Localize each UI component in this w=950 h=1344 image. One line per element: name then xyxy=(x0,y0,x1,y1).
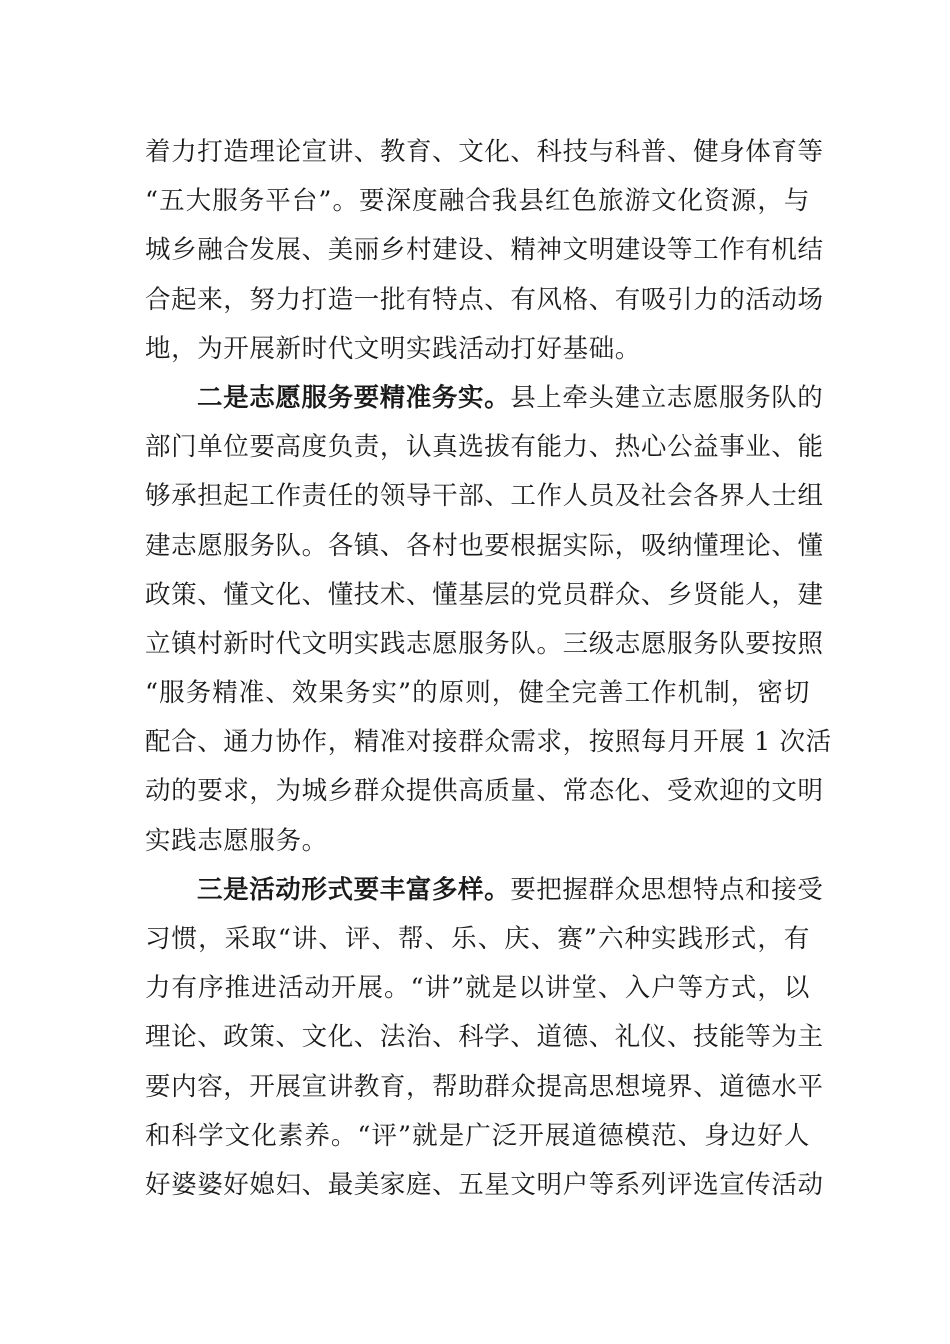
text-line: 地，为开展新时代文明实践活动打好基础。 xyxy=(145,333,641,364)
paragraph-heading: 三是活动形式要丰富多样。 xyxy=(197,874,511,905)
text-line: “五大服务平台”。要深度融合我县红色旅游文化资源，与 xyxy=(145,186,810,217)
text-line: 力有序推进活动开展。“讲”就是以讲堂、入户等方式，以 xyxy=(145,973,810,1004)
paragraph-1 xyxy=(145,128,824,374)
text-line: 部门单位要高度负责，认真选拔有能力、热心公益事业、能 xyxy=(145,432,824,463)
text-line: 要内容，开展宣讲教育，帮助群众提高思想境界、道德水平 xyxy=(145,1071,824,1102)
text-line: 理论、政策、文化、法治、科学、道德、礼仪、技能等为主 xyxy=(145,1022,824,1053)
text-line: 好婆婆好媳妇、最美家庭、五星文明户等系列评选宣传活动 xyxy=(145,1169,824,1200)
text-line: 动的要求，为城乡群众提供高质量、常态化、受欢迎的文明 xyxy=(145,776,824,807)
text-line: 城乡融合发展、美丽乡村建设、精神文明建设等工作有机结 xyxy=(145,235,824,266)
paragraph-3 xyxy=(145,866,824,1210)
paragraph-2 xyxy=(145,374,832,866)
text-run: 要把握群众思想特点和接受 xyxy=(510,874,824,905)
text-line: 配合、通力协作，精准对接群众需求，按照每月开展 1 次活 xyxy=(145,727,832,758)
text-line: 着力打造理论宣讲、教育、文化、科技与科普、健身体育等 xyxy=(145,137,824,167)
text-run: 县上牵头建立志愿服务队的 xyxy=(510,382,824,413)
text-line: 和科学文化素养。“评”就是广泛开展道德模范、身边好人 xyxy=(145,1120,810,1151)
paragraph-first-line xyxy=(145,866,824,915)
text-line: 政策、懂文化、懂技术、懂基层的党员群众、乡贤能人，建 xyxy=(145,579,824,610)
document-body xyxy=(145,128,832,1210)
paragraph-heading: 二是志愿服务要精准务实。 xyxy=(197,382,511,413)
text-line: 建志愿服务队。各镇、各村也要根据实际，吸纳懂理论、懂 xyxy=(145,530,824,561)
text-line: 实践志愿服务。 xyxy=(145,825,328,856)
paragraph-first-line xyxy=(145,374,824,423)
text-line: “服务精准、效果务实”的原则，健全完善工作机制，密切 xyxy=(145,678,810,709)
text-line: 合起来，努力打造一批有特点、有风格、有吸引力的活动场 xyxy=(145,284,824,315)
text-line: 习惯，采取“讲、评、帮、乐、庆、赛”六种实践形式，有 xyxy=(145,924,810,954)
text-line: 够承担起工作责任的领导干部、工作人员及社会各界人士组 xyxy=(145,481,824,512)
text-line: 立镇村新时代文明实践志愿服务队。三级志愿服务队要按照 xyxy=(145,628,824,659)
